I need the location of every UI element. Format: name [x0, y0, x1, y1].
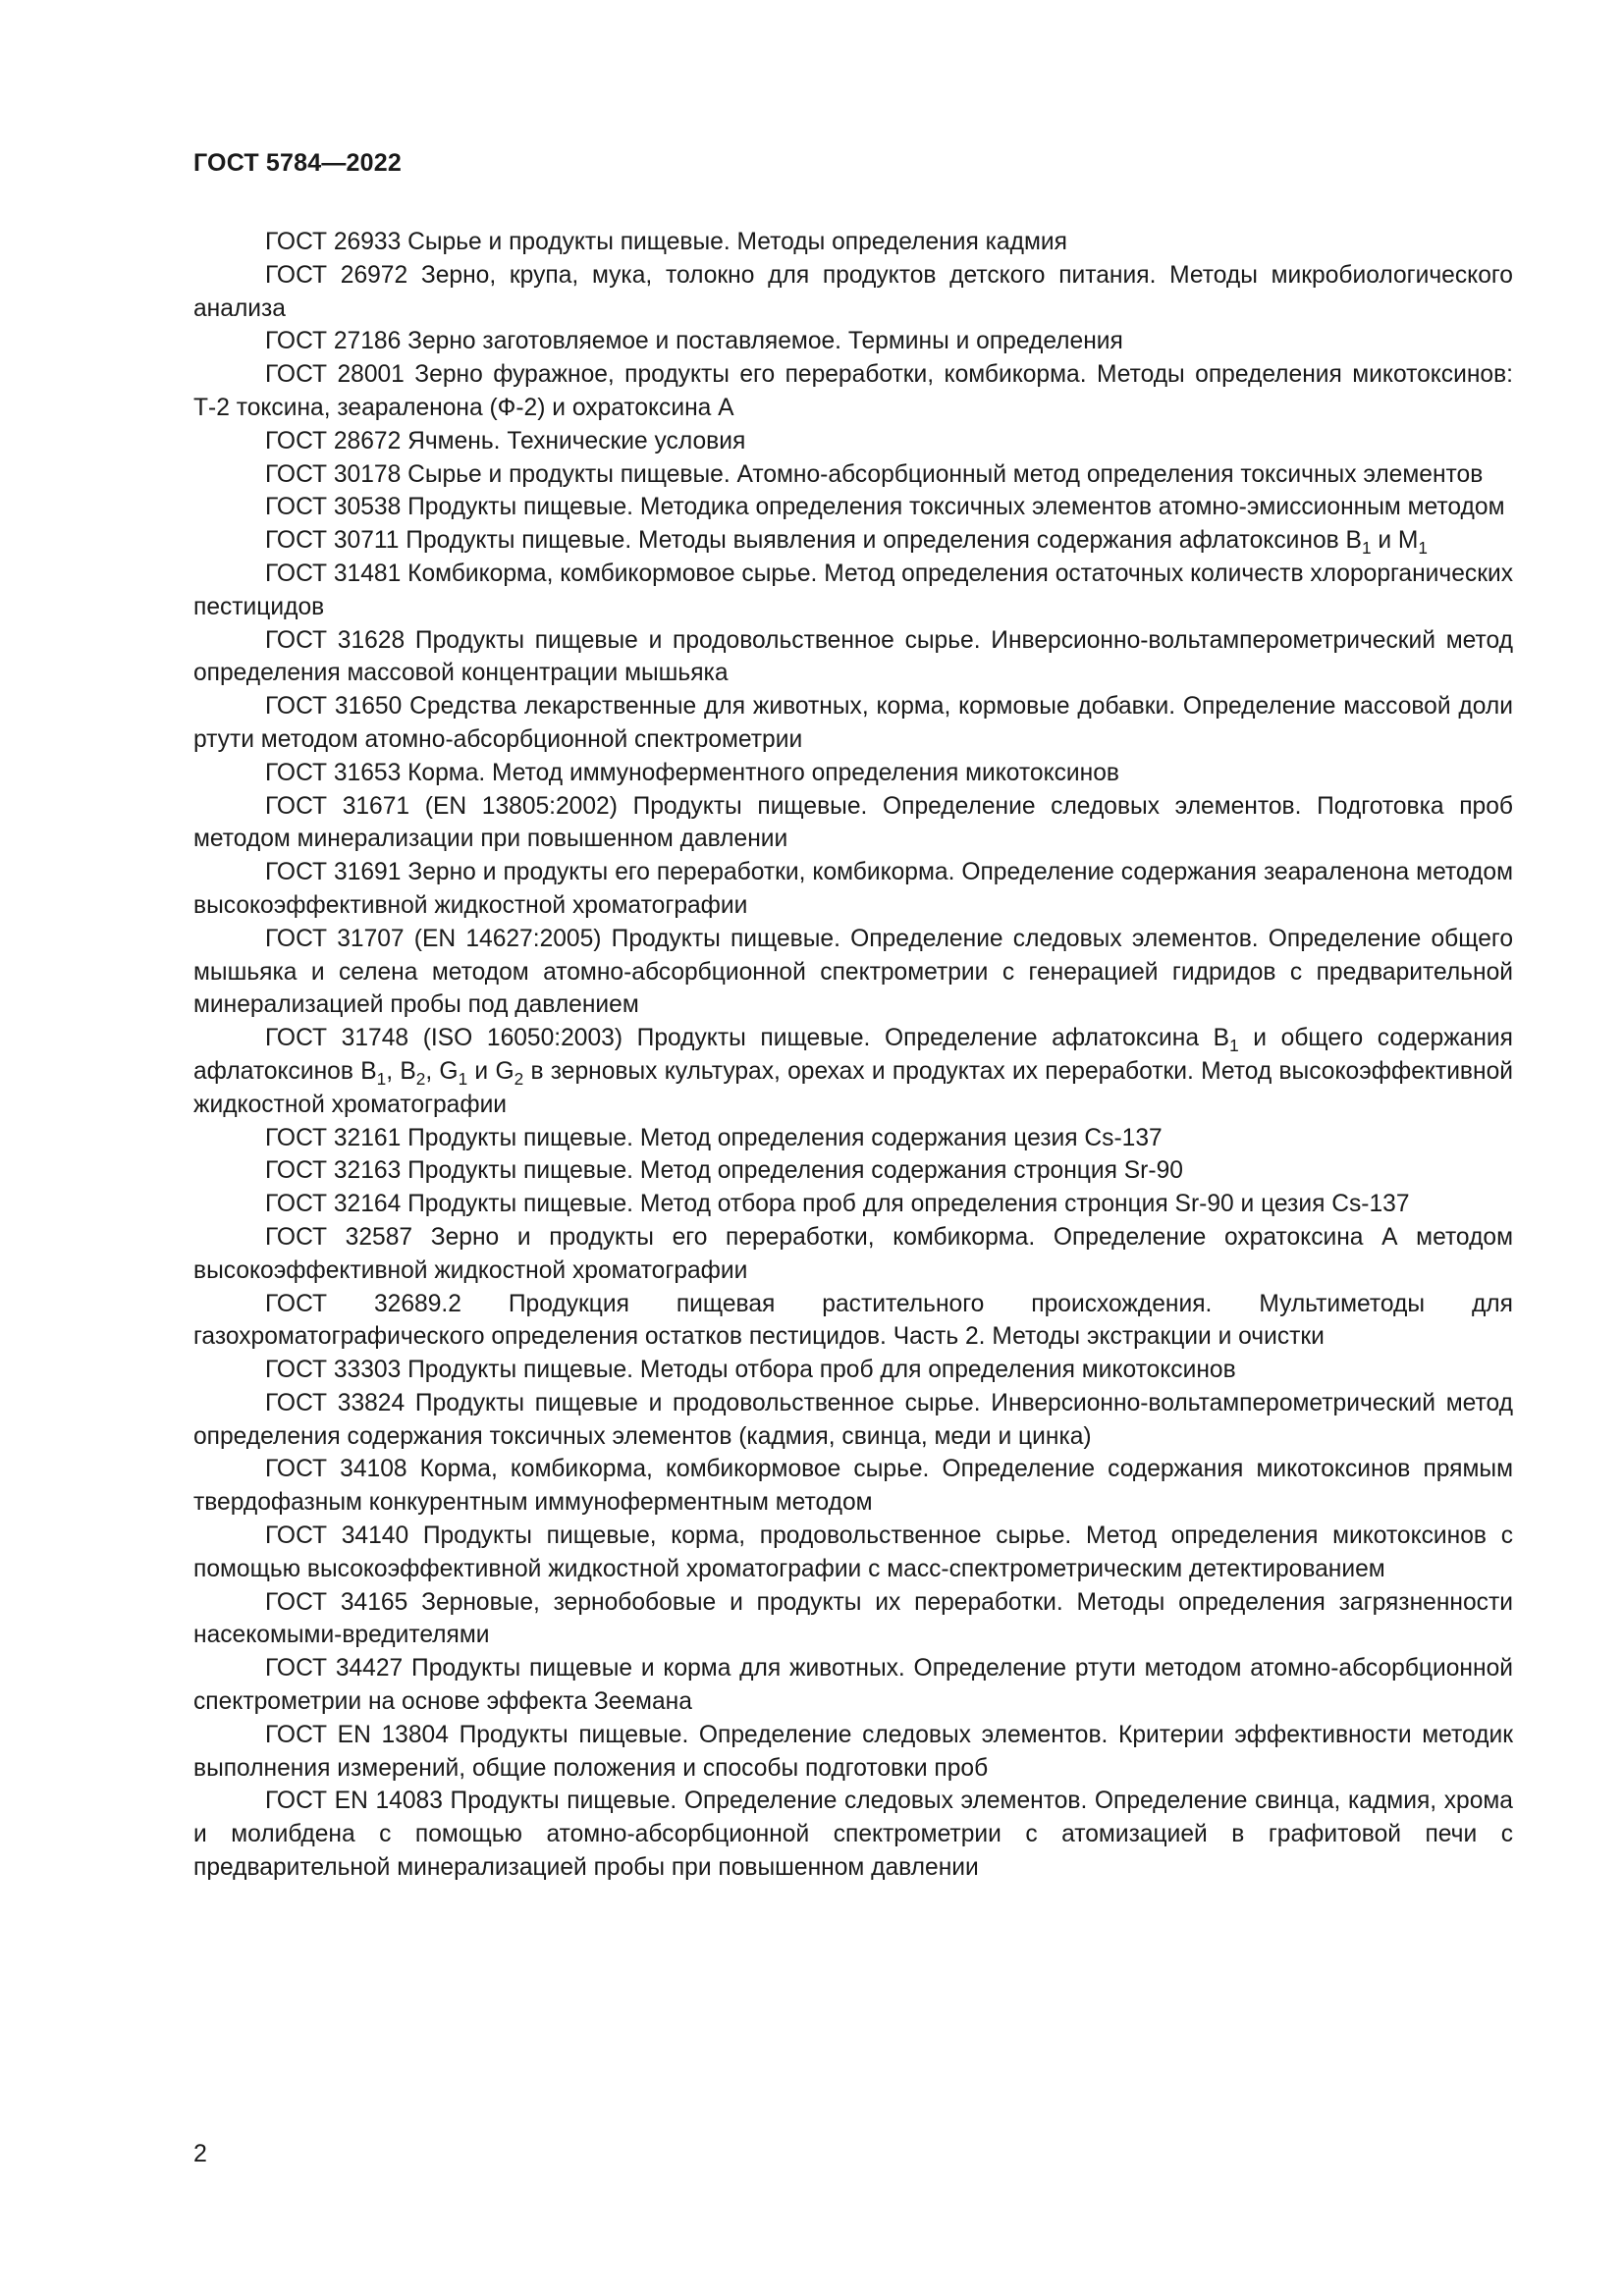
reference-entry	[193, 558, 1513, 624]
reference-code: ГОСТ 28672	[265, 427, 402, 454]
page-number: 2	[193, 2140, 207, 2167]
reference-code: ГОСТ 31650	[265, 693, 403, 721]
reference-title: Зерновые, зернобобовые и продукты их переработки. Методы определения загрязненности насекомыми-вредителями	[193, 1588, 1513, 1649]
reference-title: Продукты пищевые. Определение следовых элементов. Подготовка проб методом минерализации при повышенном давлении	[193, 792, 1513, 853]
reference-entry	[193, 1719, 1513, 1786]
reference-title	[406, 527, 1428, 559]
reference-entry	[193, 358, 1513, 425]
reference-title: Продукты пищевые. Определение следовых элементов. Определение свинца, кадмия, хрома и молибдена с помощью атомно-абсорбционной спектрометрии с атомизацией в графитовой печи с предварительной минерализацией пробы при повышенном давлении	[193, 1788, 1513, 1882]
reference-code: ГОСТ 32163	[265, 1157, 402, 1185]
reference-title: Продукты пищевые и продовольственное сырье. Инверсионно-вольтамперометрический метод определения массовой концентрации мышьяка	[193, 626, 1513, 687]
reference-code: ГОСТ 31628	[265, 626, 406, 654]
subscript: 1	[1418, 538, 1428, 559]
reference-entry	[193, 425, 1513, 458]
reference-code: ГОСТ 34140	[265, 1522, 409, 1550]
reference-entry	[193, 524, 1513, 558]
subscript: 1	[1361, 538, 1372, 559]
reference-entry	[193, 1586, 1513, 1653]
reference-title: Продукция пищевая растительного происхождения. Мультиметоды для газохроматографического определения остатков пестицидов. Часть 2. Методы экстракции и очистки	[193, 1290, 1513, 1351]
reference-code: ГОСТ 31707 (EN 14627:2005)	[265, 925, 602, 952]
reference-title: Зерно, крупа, мука, толокно для продуктов детского питания. Методы микробиологического анализа	[193, 261, 1513, 322]
reference-title-part: и G	[467, 1057, 514, 1085]
reference-code: ГОСТ 34108	[265, 1456, 407, 1483]
reference-title: Продукты пищевые и продовольственное сырье. Инверсионно-вольтамперометрический метод определения содержания токсичных элементов (кадмия, свинца, меди и цинка)	[193, 1389, 1513, 1450]
subscript: 2	[514, 1068, 524, 1089]
reference-title: Продукты пищевые. Методы отбора проб для определения микотоксинов	[407, 1357, 1236, 1384]
subscript: 1	[376, 1068, 387, 1089]
reference-entry	[193, 690, 1513, 757]
reference-code: ГОСТ EN 13804	[265, 1721, 449, 1748]
reference-code: ГОСТ 33824	[265, 1389, 406, 1416]
reference-entry	[193, 1785, 1513, 1884]
reference-code: ГОСТ 30711	[265, 527, 400, 555]
reference-title-part: , В	[386, 1057, 416, 1085]
subscript: 1	[458, 1068, 468, 1089]
reference-code: ГОСТ 26972	[265, 261, 408, 289]
subscript: 2	[415, 1068, 426, 1089]
reference-entry	[193, 1288, 1513, 1355]
reference-title: Продукты пищевые. Определение следовых элементов. Критерии эффективности методик выполнения измерений, общие положения и способы подготовки проб	[193, 1721, 1513, 1782]
reference-title: Продукты пищевые. Метод определения содержания стронция Sr-90	[407, 1157, 1183, 1185]
reference-title: Сырье и продукты пищевые. Методы определения кадмия	[407, 229, 1067, 255]
reference-title: Корма. Метод иммуноферментного определения микотоксинов	[407, 759, 1119, 786]
reference-entry	[193, 1122, 1513, 1155]
reference-title: Продукты пищевые. Методика определения токсичных элементов атомно-эмиссионным методом	[407, 494, 1505, 521]
reference-code: ГОСТ 31671 (EN 13805:2002)	[265, 792, 618, 820]
reference-entry	[193, 1022, 1513, 1121]
reference-code: ГОСТ 30538	[265, 494, 402, 521]
reference-title-part: , G	[425, 1057, 459, 1085]
reference-code: ГОСТ 32587	[265, 1223, 413, 1251]
reference-entry	[193, 1221, 1513, 1288]
reference-entry	[193, 1188, 1513, 1221]
reference-entry	[193, 1387, 1513, 1454]
reference-entry	[193, 856, 1513, 923]
reference-title: Зерно и продукты его переработки, комбикорма. Определение охратоксина А методом высокоэффективной жидкостной хроматографии	[193, 1223, 1514, 1284]
page-header: ГОСТ 5784—2022	[193, 149, 402, 177]
reference-title-part: Продукты пищевые. Определение афлатоксина В	[636, 1025, 1230, 1052]
reference-entry	[193, 1354, 1513, 1387]
reference-code: ГОСТ EN 14083	[265, 1788, 443, 1815]
reference-title: Корма, комбикорма, комбикормовое сырье. Определение содержания микотоксинов прямым твердофазным конкурентным иммуноферментным методом	[193, 1456, 1513, 1517]
reference-entry	[193, 1154, 1513, 1188]
reference-title-part: Продукты пищевые. Методы выявления и определения содержания афлатоксинов В	[406, 527, 1362, 555]
reference-code: ГОСТ 32689.2	[265, 1290, 461, 1317]
reference-title: Комбикорма, комбикормовое сырье. Метод определения остаточных количеств хлорорганических пестицидов	[193, 560, 1514, 620]
reference-title: Зерно заготовляемое и поставляемое. Термины и определения	[407, 328, 1123, 355]
reference-code: ГОСТ 26933	[265, 229, 402, 255]
reference-code: ГОСТ 33303	[265, 1357, 402, 1384]
normative-references-list	[193, 226, 1513, 1885]
reference-entry	[193, 259, 1513, 326]
reference-title: Сырье и продукты пищевые. Атомно-абсорбционный метод определения токсичных элементов	[407, 460, 1484, 488]
reference-title: Ячмень. Технические условия	[407, 427, 746, 454]
reference-code: ГОСТ 31748 (ISO 16050:2003)	[265, 1025, 623, 1052]
reference-entry	[193, 226, 1513, 259]
reference-entry	[193, 325, 1513, 358]
reference-code: ГОСТ 34427	[265, 1655, 404, 1682]
reference-code: ГОСТ 27186	[265, 328, 402, 355]
reference-entry	[193, 458, 1513, 492]
reference-code: ГОСТ 32164	[265, 1191, 402, 1218]
reference-code: ГОСТ 28001	[265, 361, 405, 389]
reference-title: Средства лекарственные для животных, корма, кормовые добавки. Определение массовой доли ртути методом атомно-абсорбционной спектрометрии	[193, 693, 1513, 753]
reference-title: Продукты пищевые. Определение следовых элементов. Определение общего мышьяка и селена методом атомно-абсорбционной спектрометрии с генерацией гидридов с предварительной минерализацией пробы под давлением	[193, 925, 1513, 1019]
reference-entry	[193, 624, 1513, 691]
reference-code: ГОСТ 30178	[265, 460, 402, 488]
reference-entry	[193, 491, 1513, 524]
reference-entry	[193, 790, 1513, 857]
reference-title-part: и М	[1371, 527, 1419, 555]
reference-entry	[193, 1453, 1513, 1520]
reference-title-part: и общего содержания афлатоксинов В	[193, 1025, 1513, 1085]
reference-code: ГОСТ 31653	[265, 759, 402, 786]
reference-code: ГОСТ 34165	[265, 1588, 408, 1616]
reference-entry	[193, 1652, 1513, 1719]
reference-title: Продукты пищевые, корма, продовольственное сырье. Метод определения микотоксинов с помощью высокоэффективной жидкостной хроматографии с масс-спектрометрическим детектированием	[193, 1522, 1513, 1582]
reference-code: ГОСТ 32161	[265, 1124, 402, 1151]
reference-entry	[193, 757, 1513, 790]
reference-title: Продукты пищевые. Метод определения содержания цезия Cs-137	[407, 1124, 1163, 1151]
reference-title-part: в зерновых культурах, орехах и продуктах их переработки. Метод высокоэффективной жидкостной хроматографии	[193, 1057, 1513, 1118]
reference-title: Продукты пищевые и корма для животных. Определение ртути методом атомно-абсорбционной спектрометрии на основе эффекта Зеемана	[193, 1655, 1514, 1716]
reference-title: Зерно фуражное, продукты его переработки, комбикорма. Методы определения микотоксинов: Т-2 токсина, зеараленона (Ф-2) и охратоксина А	[193, 361, 1513, 421]
reference-code: ГОСТ 31481	[265, 560, 402, 587]
subscript: 1	[1229, 1036, 1239, 1056]
reference-title: Зерно и продукты его переработки, комбикорма. Определение содержания зеараленона методом высокоэффективной жидкостной хроматографии	[193, 859, 1513, 919]
reference-entry	[193, 923, 1513, 1022]
reference-code: ГОСТ 31691	[265, 859, 402, 886]
reference-title: Продукты пищевые. Метод отбора проб для определения стронция Sr-90 и цезия Cs-137	[407, 1191, 1410, 1218]
reference-entry	[193, 1520, 1513, 1586]
